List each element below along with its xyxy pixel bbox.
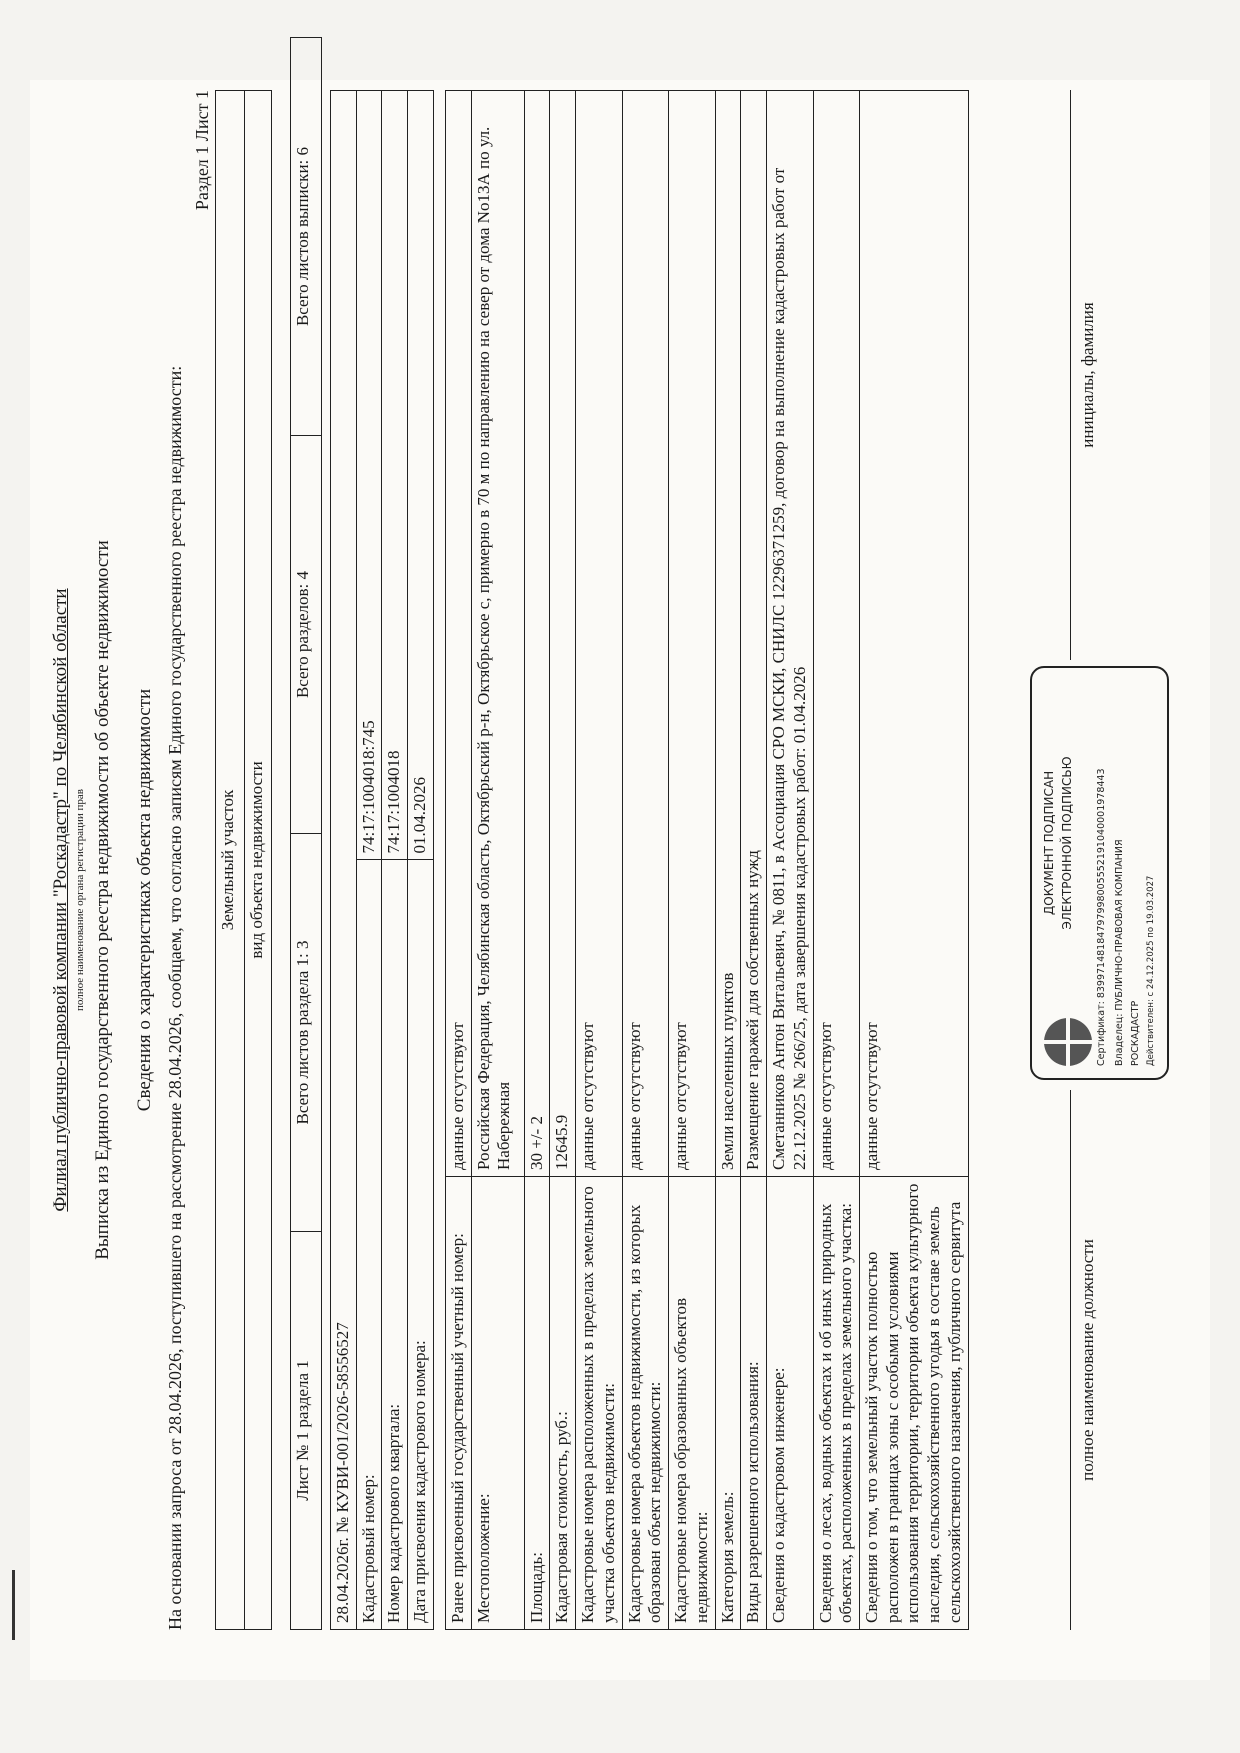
scan-mark xyxy=(12,1570,15,1640)
row-value: данные отсутствуют xyxy=(860,91,969,1177)
row-label: Сведения о кадастровом инженере: xyxy=(767,1177,813,1630)
section-label: Раздел 1 Лист 1 xyxy=(192,90,212,211)
name-caption: инициалы, фамилия xyxy=(1078,302,1097,448)
row-label: Кадастровые номера образованных объектов недвижимости: xyxy=(669,1177,715,1630)
roskadastr-logo-icon xyxy=(1044,1018,1092,1066)
cadastral-number: 74:17:1004018:745 xyxy=(356,91,382,861)
stamp-certificate: Сертификат: 839971481847979980055521910400019784​43 xyxy=(1096,768,1107,1066)
table-row xyxy=(622,91,668,1630)
rotated-document-page xyxy=(30,80,1210,1680)
identification-table xyxy=(330,90,434,1630)
row-label: Кадастровые номера расположенных в пределах земельного участка объектов недвижимости: xyxy=(576,1177,622,1630)
stamp-owner-2: РОСКАДАСТР xyxy=(1130,1000,1141,1066)
org-name: Филиал публично-правовой компании "Роскадастр" по Челябинской области xyxy=(50,588,71,1212)
row-value: 30 +/- 2 xyxy=(524,91,550,1177)
row-value: 12645.9 xyxy=(550,91,576,1177)
row-label: Кадастровая стоимость, руб.: xyxy=(550,1177,576,1630)
row-label: Площадь: xyxy=(524,1177,550,1630)
table-row xyxy=(860,91,969,1630)
sheet-number: Лист № 1 раздела 1 xyxy=(291,1232,322,1630)
table-row xyxy=(767,91,813,1630)
table-row xyxy=(669,91,715,1630)
ident-label: Номер кадастрового квартала: xyxy=(382,860,408,1630)
ident-label: Кадастровый номер: xyxy=(356,860,382,1630)
row-label: Сведения о лесах, водных объектах и об иных природных объектах, расположенных в пределах земельного участка: xyxy=(813,1177,859,1630)
row-value: данные отсутствуют xyxy=(622,91,668,1177)
request-basis: На основании запроса от 28.04.2026, поступившего на рассмотрение 28.04.2026, сообщаем, что согласно записям Единого государственного реестра недвижимости: xyxy=(165,365,185,1630)
table-row xyxy=(715,91,741,1630)
row-value: Земли населенных пунктов xyxy=(715,91,741,1177)
row-value: Сметанников Антон Витальевич, № 0811, в Ассоциация СРО МСКИ, СНИЛС 12296371259, договор на выполнение кадастровых работ от 22.12.2025 № 266/25, дата завершения кадастровых работ: 01.04.2026 xyxy=(767,91,813,1177)
position-line xyxy=(1070,1090,1071,1630)
assignment-date: 01.04.2026 xyxy=(408,91,434,861)
table-row xyxy=(446,91,472,1630)
row-label: Категория земель: xyxy=(715,1177,741,1630)
row-label: Кадастровые номера объектов недвижимости, из которых образован объект недвижимости: xyxy=(622,1177,668,1630)
sheet-info-table xyxy=(290,37,322,1630)
table-row xyxy=(550,91,576,1630)
ident-label: Дата присвоения кадастрового номера: xyxy=(408,860,434,1630)
row-label: Местоположение: xyxy=(471,1177,524,1630)
document-title: Выписка из Единого государственного реестра недвижимости об объекте недвижимости xyxy=(92,540,113,1260)
row-label: Виды разрешенного использования: xyxy=(741,1177,767,1630)
table-row xyxy=(524,91,550,1630)
document-subtitle: Сведения о характеристиках объекта недвижимости xyxy=(134,688,155,1112)
details-table xyxy=(445,90,969,1630)
row-value: Российская Федерация, Челябинская область, Октябрьский р-н, Октябрьское с, примерно в 70 м по направлению на север от дома No13А по ул. Набережная xyxy=(471,91,524,1177)
extract-date-number: 28.04.2026г. № КУВИ-001/2026-58556527 xyxy=(331,91,357,1630)
row-value: данные отсутствуют xyxy=(446,91,472,1177)
row-value: данные отсутствуют xyxy=(669,91,715,1177)
row-value: данные отсутствуют xyxy=(576,91,622,1177)
sheets-in-section: Всего листов раздела 1: 3 xyxy=(291,834,322,1232)
stamp-owner: Владелец: ПУБЛИЧНО-ПРАВОВАЯ КОМПАНИЯ xyxy=(1114,839,1125,1066)
stamp-line2: ЭЛЕКТРОННОЙ ПОДПИСЬЮ xyxy=(1060,756,1074,930)
stamp-line1: ДОКУМЕНТ ПОДПИСАН xyxy=(1042,770,1056,916)
table-row xyxy=(813,91,859,1630)
row-label: Ранее присвоенный государственный учетный номер: xyxy=(446,1177,472,1630)
sections-total: Всего разделов: 4 xyxy=(291,436,322,834)
sheets-total: Всего листов выписки: 6 xyxy=(291,38,322,436)
row-value: Размещение гаражей для собственных нужд xyxy=(741,91,767,1177)
table-row xyxy=(741,91,767,1630)
table-row xyxy=(471,91,524,1630)
stamp-validity: Действителен: с 24.12.2025 по 19.03.2027 xyxy=(1146,875,1156,1066)
object-kind-table xyxy=(215,90,272,1630)
position-caption: полное наименование должности xyxy=(1078,1239,1097,1481)
table-row xyxy=(576,91,622,1630)
cadastral-quarter: 74:17:1004018 xyxy=(382,91,408,861)
row-value: данные отсутствуют xyxy=(813,91,859,1177)
object-kind-caption: вид объекта недвижимости xyxy=(245,91,272,1630)
org-caption: полное наименование органа регистрации прав xyxy=(74,789,86,1011)
object-kind: Земельный участок xyxy=(216,91,245,1630)
row-label: Сведения о том, что земельный участок полностью расположен в границах зоны с особыми условиями использования территории, территории объекта культурного наследия, сельскохозяйственного угодья в составе земель сельскохозяйственного назначения, публичного сервитута xyxy=(860,1177,969,1630)
e-signature-stamp xyxy=(1030,666,1169,1080)
name-line xyxy=(1070,90,1071,660)
